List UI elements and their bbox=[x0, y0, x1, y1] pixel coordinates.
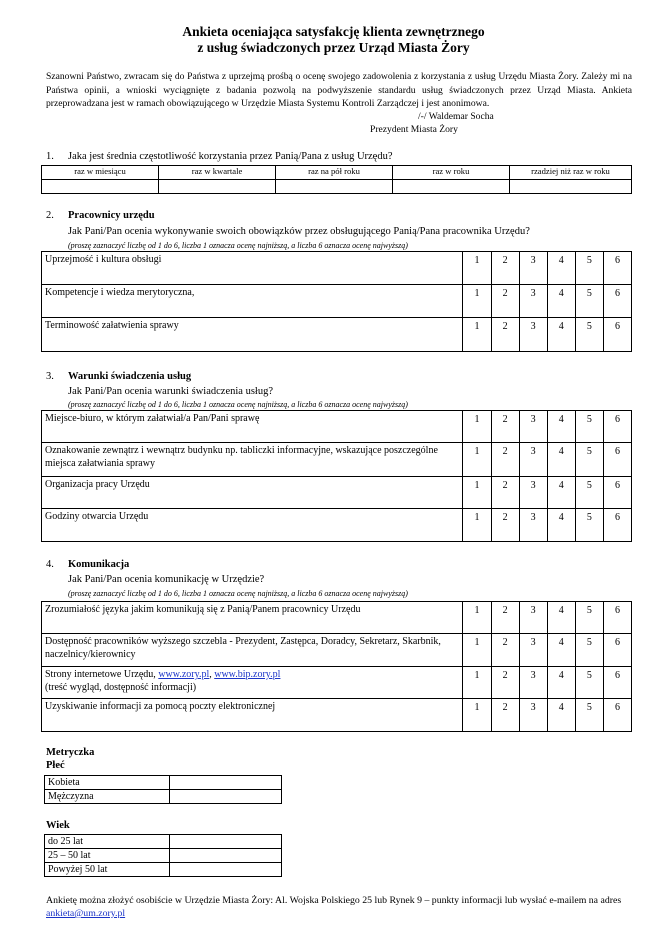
rating-label: Uprzejmość i kultura obsługi bbox=[42, 252, 463, 285]
age-option: Powyżej 50 lat bbox=[45, 863, 170, 877]
q1-question: Jaka jest średnia częstotliwość korzystania przez Panią/Pana z usług Urzędu? bbox=[68, 151, 393, 162]
frequency-answer-cell[interactable] bbox=[393, 180, 510, 194]
rating-option[interactable]: 4 bbox=[547, 411, 575, 443]
age-table bbox=[44, 834, 282, 877]
footer-text: Ankietę można złożyć osobiście w Urzędzie Miasta Żory: Al. Wojska Polskiego 25 lub Rynek 9 – punkty informacji lub wysłać e-mailem na adres bbox=[46, 895, 622, 906]
rating-option[interactable]: 2 bbox=[491, 411, 519, 443]
age-option: do 25 lat bbox=[45, 835, 170, 849]
rating-option[interactable]: 4 bbox=[547, 477, 575, 509]
rating-option[interactable]: 5 bbox=[575, 477, 603, 509]
rating-option[interactable]: 5 bbox=[575, 634, 603, 667]
website-link-zory[interactable]: www.zory.pl bbox=[158, 669, 210, 680]
rating-option[interactable]: 6 bbox=[603, 667, 631, 699]
q4-question: Jak Pani/Pan ocenia komunikację w Urzędzie? bbox=[68, 574, 265, 585]
frequency-answer-cell[interactable] bbox=[510, 180, 632, 194]
rating-label: Godziny otwarcia Urzędu bbox=[42, 509, 463, 542]
q4-number: 4. bbox=[46, 559, 54, 570]
rating-option[interactable]: 6 bbox=[603, 443, 631, 477]
footer-note bbox=[46, 894, 636, 920]
q3-hint: (proszę zaznaczyć liczbę od 1 do 6, liczba 1 oznacza ocenę najniższą, a liczba 6 oznacza ocenę najwyższą) bbox=[68, 400, 408, 409]
rating-option[interactable]: 3 bbox=[519, 509, 547, 542]
q3-rating-table bbox=[41, 410, 632, 542]
rating-option[interactable]: 3 bbox=[519, 411, 547, 443]
rating-option[interactable]: 4 bbox=[547, 509, 575, 542]
frequency-option: rzadziej niż raz w roku bbox=[510, 166, 632, 180]
rating-label: Organizacja pracy Urzędu bbox=[42, 477, 463, 509]
link-separator: , bbox=[209, 669, 212, 680]
rating-option[interactable]: 5 bbox=[575, 699, 603, 732]
websites-note: (treść wygląd, dostępność informacji) bbox=[45, 682, 197, 693]
website-link-bip[interactable]: www.bip.zory.pl bbox=[214, 669, 281, 680]
age-label: Wiek bbox=[46, 820, 70, 831]
gender-label: Płeć bbox=[46, 760, 65, 771]
rating-option[interactable]: 6 bbox=[603, 411, 631, 443]
rating-option[interactable]: 6 bbox=[603, 602, 631, 634]
rating-option[interactable]: 1 bbox=[463, 509, 491, 542]
age-answer-cell[interactable] bbox=[170, 863, 282, 877]
rating-option[interactable]: 4 bbox=[547, 285, 575, 318]
age-answer-cell[interactable] bbox=[170, 849, 282, 863]
rating-option[interactable]: 1 bbox=[463, 285, 491, 318]
rating-option[interactable]: 5 bbox=[575, 667, 603, 699]
q2-heading: Pracownicy urzędu bbox=[68, 210, 155, 221]
rating-option[interactable]: 6 bbox=[603, 318, 631, 352]
rating-option[interactable]: 4 bbox=[547, 602, 575, 634]
q3-number: 3. bbox=[46, 371, 54, 382]
q4-rating-table bbox=[41, 601, 632, 732]
survey-title-line-2: z usług świadczonych przez Urząd Miasta Żory bbox=[197, 40, 470, 55]
rating-option[interactable]: 5 bbox=[575, 411, 603, 443]
rating-option[interactable]: 2 bbox=[491, 318, 519, 352]
websites-label: Strony internetowe Urzędu, bbox=[45, 669, 156, 680]
frequency-option: raz na pół roku bbox=[276, 166, 393, 180]
rating-option[interactable]: 2 bbox=[491, 699, 519, 732]
rating-option[interactable]: 4 bbox=[547, 667, 575, 699]
rating-option[interactable]: 1 bbox=[463, 634, 491, 667]
rating-option[interactable]: 1 bbox=[463, 602, 491, 634]
rating-option[interactable]: 1 bbox=[463, 667, 491, 699]
rating-label: Dostępność pracowników wyższego szczebla - Prezydent, Zastępca, Doradcy, Sekretarz, Skarbnik, naczelnicy/kierownicy bbox=[42, 634, 463, 667]
q4-hint: (proszę zaznaczyć liczbę od 1 do 6, liczba 1 oznacza ocenę najniższą, a liczba 6 oznacza ocenę najwyższą) bbox=[68, 589, 408, 598]
q2-question: Jak Pani/Pan ocenia wykonywanie swoich obowiązków przez obsługującego Panią/Pana pracownika Urzędu? bbox=[68, 226, 530, 237]
rating-option[interactable]: 2 bbox=[491, 509, 519, 542]
rating-option[interactable]: 5 bbox=[575, 602, 603, 634]
rating-option[interactable]: 1 bbox=[463, 443, 491, 477]
rating-option[interactable]: 6 bbox=[603, 509, 631, 542]
rating-option[interactable]: 2 bbox=[491, 667, 519, 699]
gender-answer-cell[interactable] bbox=[170, 776, 282, 790]
rating-option[interactable]: 4 bbox=[547, 318, 575, 352]
rating-option[interactable]: 3 bbox=[519, 318, 547, 352]
q2-rating-table bbox=[41, 251, 632, 352]
q3-heading: Warunki świadczenia usług bbox=[68, 371, 192, 382]
rating-option[interactable]: 6 bbox=[603, 285, 631, 318]
rating-option[interactable]: 5 bbox=[575, 252, 603, 285]
rating-option[interactable]: 1 bbox=[463, 318, 491, 352]
frequency-answer-cell[interactable] bbox=[159, 180, 276, 194]
rating-option[interactable]: 3 bbox=[519, 443, 547, 477]
intro-paragraph: Szanowni Państwo, zwracam się do Państwa z uprzejmą prośbą o ocenę swojego zadowolenia z korzystania z usług Urzędu Miasta Żory. Zależy mi na Państwa opinii, a wnioski wyciągnięte z badania pozwolą na podwyższenie standardu usług świadczonych przez Urząd Miasta. Ankieta przeprowadzana jest w ramach obowiązującego w Urzędzie Miasta Systemu Kontroli Zarządczej i jest anonimowa. bbox=[46, 71, 632, 109]
rating-option[interactable]: 4 bbox=[547, 443, 575, 477]
frequency-answer-cell[interactable] bbox=[276, 180, 393, 194]
rating-option[interactable]: 3 bbox=[519, 699, 547, 732]
frequency-option: raz w miesiącu bbox=[42, 166, 159, 180]
rating-option[interactable]: 4 bbox=[547, 252, 575, 285]
rating-option[interactable]: 5 bbox=[575, 443, 603, 477]
rating-option[interactable]: 5 bbox=[575, 285, 603, 318]
footer-email-link[interactable]: ankieta@um.zory.pl bbox=[46, 908, 126, 919]
frequency-option: raz w roku bbox=[393, 166, 510, 180]
rating-option[interactable]: 1 bbox=[463, 411, 491, 443]
rating-option[interactable]: 2 bbox=[491, 285, 519, 318]
metrics-heading: Metryczka bbox=[46, 747, 95, 758]
q1-number: 1. bbox=[46, 151, 54, 162]
rating-label: Kompetencje i wiedza merytoryczna, bbox=[42, 285, 463, 318]
q3-question: Jak Pani/Pan ocenia warunki świadczenia usług? bbox=[68, 386, 273, 397]
gender-option: Mężczyzna bbox=[45, 790, 170, 804]
survey-title-line-1: Ankieta oceniająca satysfakcję klienta zewnętrznego bbox=[182, 24, 485, 39]
rating-option[interactable]: 5 bbox=[575, 509, 603, 542]
rating-option[interactable]: 3 bbox=[519, 667, 547, 699]
frequency-option: raz w kwartale bbox=[159, 166, 276, 180]
gender-answer-cell[interactable] bbox=[170, 790, 282, 804]
age-option: 25 – 50 lat bbox=[45, 849, 170, 863]
rating-option[interactable]: 1 bbox=[463, 252, 491, 285]
rating-option[interactable]: 6 bbox=[603, 477, 631, 509]
rating-option[interactable]: 2 bbox=[491, 602, 519, 634]
rating-option[interactable]: 3 bbox=[519, 634, 547, 667]
rating-option[interactable]: 6 bbox=[603, 699, 631, 732]
frequency-table bbox=[41, 165, 632, 194]
rating-option[interactable]: 5 bbox=[575, 318, 603, 352]
rating-option[interactable]: 3 bbox=[519, 252, 547, 285]
q2-hint: (proszę zaznaczyć liczbę od 1 do 6, liczba 1 oznacza ocenę najniższą, a liczba 6 oznacza ocenę najwyższą) bbox=[68, 241, 408, 250]
rating-option[interactable]: 2 bbox=[491, 252, 519, 285]
gender-option: Kobieta bbox=[45, 776, 170, 790]
rating-label: Oznakowanie zewnątrz i wewnątrz budynku np. tabliczki informacyjne, wskazujące poszczególne miejsca załatwiania sprawy bbox=[42, 443, 463, 477]
rating-option[interactable]: 6 bbox=[603, 634, 631, 667]
rating-label: Zrozumiałość języka jakim komunikują się z Panią/Panem pracownicy Urzędu bbox=[42, 602, 463, 634]
gender-table bbox=[44, 775, 282, 804]
rating-label: Uzyskiwanie informacji za pomocą poczty elektronicznej bbox=[42, 699, 463, 732]
rating-option[interactable]: 4 bbox=[547, 699, 575, 732]
signature: /-/ Waldemar Socha bbox=[418, 111, 494, 122]
rating-option[interactable]: 3 bbox=[519, 602, 547, 634]
rating-option[interactable]: 1 bbox=[463, 477, 491, 509]
rating-label: Miejsce-biuro, w którym załatwiał/a Pan/Pani sprawę bbox=[42, 411, 463, 443]
rating-option[interactable]: 3 bbox=[519, 477, 547, 509]
rating-option[interactable]: 6 bbox=[603, 252, 631, 285]
age-answer-cell[interactable] bbox=[170, 835, 282, 849]
signature-role: Prezydent Miasta Żory bbox=[370, 124, 458, 135]
frequency-answer-cell[interactable] bbox=[42, 180, 159, 194]
rating-option[interactable]: 1 bbox=[463, 699, 491, 732]
q2-number: 2. bbox=[46, 210, 54, 221]
rating-option[interactable]: 2 bbox=[491, 634, 519, 667]
rating-option[interactable]: 2 bbox=[491, 477, 519, 509]
q4-heading: Komunikacja bbox=[68, 559, 130, 570]
rating-label-websites bbox=[42, 667, 463, 699]
rating-label: Terminowość załatwienia sprawy bbox=[42, 318, 463, 352]
rating-option[interactable]: 2 bbox=[491, 443, 519, 477]
rating-option[interactable]: 4 bbox=[547, 634, 575, 667]
rating-option[interactable]: 3 bbox=[519, 285, 547, 318]
